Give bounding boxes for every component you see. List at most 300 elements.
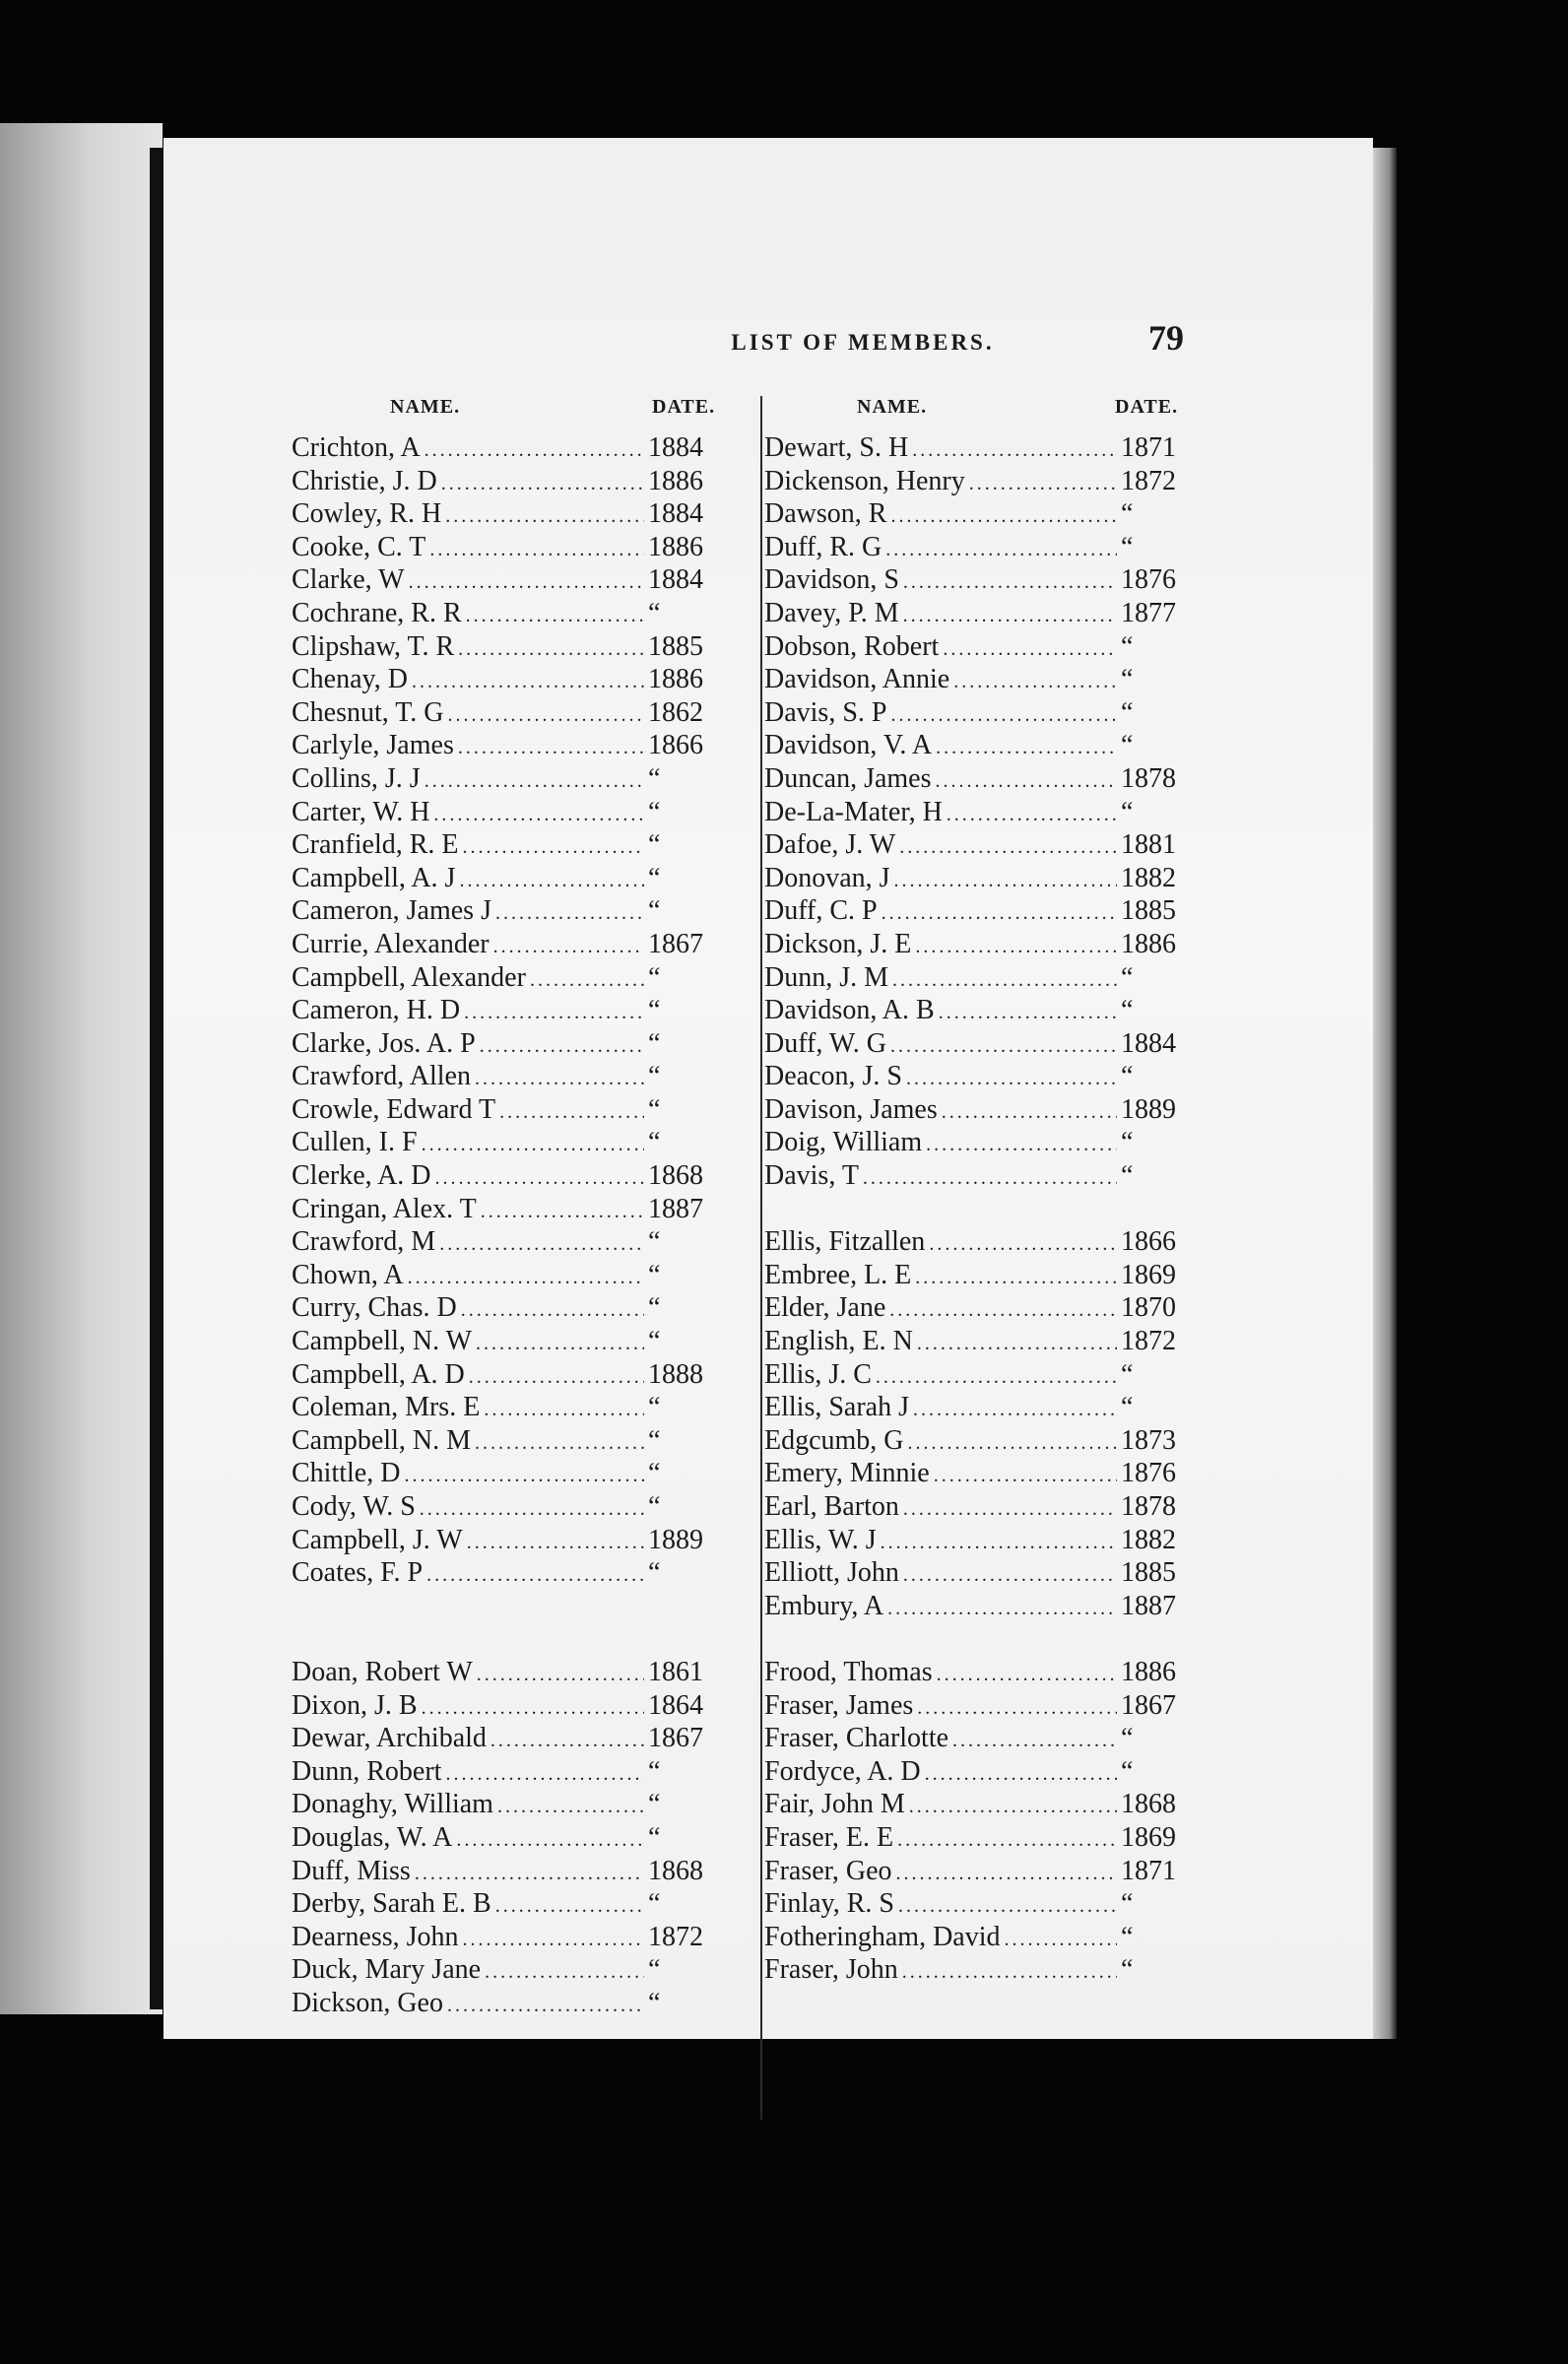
member-date: 1884 [1121, 1027, 1176, 1059]
member-name: Duck, Mary Jane [292, 1954, 482, 1986]
dot-leader [425, 434, 644, 468]
member-date: “ [1121, 1358, 1134, 1390]
dot-leader [887, 1593, 1117, 1626]
member-name: Ellis, Sarah J [764, 1392, 909, 1423]
member-row [764, 1656, 1178, 1689]
member-date: “ [1121, 498, 1134, 530]
member-date: 1887 [1121, 1590, 1176, 1621]
dot-leader [475, 1427, 644, 1461]
dot-leader [426, 1559, 644, 1593]
member-row [764, 862, 1178, 895]
member-date: 1867 [1121, 1689, 1176, 1721]
member-row [292, 894, 705, 928]
member-name: Clerke, A. D [292, 1160, 431, 1192]
dot-leader [890, 500, 1117, 534]
member-name: Ellis, W. J [764, 1524, 877, 1555]
member-row [764, 1391, 1178, 1424]
member-name: Dunn, Robert [292, 1755, 442, 1787]
member-date: “ [1121, 696, 1134, 728]
member-date: “ [1121, 1723, 1134, 1754]
member-row [292, 1126, 705, 1159]
member-date: “ [1121, 664, 1134, 695]
member-row [764, 597, 1178, 630]
dot-leader [476, 1328, 644, 1361]
member-row [292, 1457, 705, 1490]
member-name: Campbell, N. M [292, 1424, 471, 1456]
dot-leader [456, 1824, 644, 1858]
member-name: Fordyce, A. D [764, 1755, 921, 1787]
member-date: “ [1121, 1921, 1134, 1952]
dot-leader [894, 865, 1117, 898]
member-row [764, 1953, 1178, 1987]
member-date: “ [648, 1789, 661, 1820]
member-row [292, 1259, 705, 1292]
member-date: “ [1121, 531, 1134, 562]
dot-leader [497, 1791, 644, 1824]
member-name: Doan, Robert W [292, 1656, 473, 1687]
member-date: “ [648, 1424, 661, 1456]
dot-leader [412, 666, 644, 699]
member-date: “ [648, 597, 661, 628]
member-row [764, 1755, 1178, 1789]
member-date: 1871 [1121, 432, 1176, 463]
page-title: LIST OF MEMBERS. [731, 330, 995, 355]
member-date: “ [1121, 1160, 1134, 1192]
member-row [764, 696, 1178, 730]
section-gap [292, 1590, 705, 1623]
dot-leader [439, 1228, 644, 1262]
member-row [764, 563, 1178, 597]
member-row [764, 894, 1178, 928]
dot-leader [925, 1758, 1117, 1792]
left-member-list [292, 431, 705, 2020]
member-date: 1886 [648, 531, 703, 562]
page-number: 79 [1148, 318, 1184, 358]
dot-leader [881, 1527, 1117, 1560]
member-date: 1868 [648, 1855, 703, 1886]
dot-leader [445, 500, 644, 534]
member-row [764, 1855, 1178, 1888]
member-name: Doig, William [764, 1127, 923, 1158]
section-gap [764, 1622, 1178, 1656]
member-name: Ellis, Fitzallen [764, 1226, 926, 1258]
member-name: Finlay, R. S [764, 1888, 894, 1920]
member-row [292, 1656, 705, 1689]
member-date: “ [648, 1027, 661, 1059]
member-row [292, 1159, 705, 1193]
page-stack-edge [1373, 148, 1397, 2039]
member-name: Emery, Minnie [764, 1458, 930, 1489]
member-row [764, 1524, 1178, 1557]
dot-leader [896, 1858, 1118, 1891]
member-name: Campbell, A. D [292, 1358, 465, 1390]
member-row [292, 928, 705, 961]
member-date: “ [648, 796, 661, 827]
member-row [292, 729, 705, 762]
member-name: Duff, W. G [764, 1027, 886, 1059]
member-row [764, 630, 1178, 664]
member-name: Crawford, Allen [292, 1061, 471, 1092]
member-name: De-La-Mater, H [764, 796, 943, 827]
dot-leader [942, 1096, 1117, 1130]
member-date: 1871 [1121, 1855, 1176, 1886]
member-date: 1881 [1121, 829, 1176, 861]
member-name: Dafoe, J. W [764, 829, 896, 861]
dot-leader [917, 1692, 1117, 1726]
dot-leader [459, 865, 644, 898]
member-date: 1886 [1121, 1656, 1176, 1687]
dot-leader [898, 1890, 1117, 1924]
member-name: Cooke, C. T [292, 531, 426, 562]
dot-leader [890, 699, 1117, 733]
dot-leader [903, 566, 1117, 600]
member-date: “ [648, 829, 661, 861]
member-date: “ [1121, 1061, 1134, 1092]
member-date: “ [648, 862, 661, 893]
member-name: Donovan, J [764, 862, 890, 893]
dot-leader [897, 1824, 1117, 1858]
member-row [292, 1755, 705, 1789]
member-row [764, 1027, 1178, 1061]
member-date: 1862 [648, 696, 703, 728]
member-row [764, 994, 1178, 1027]
dot-leader [908, 1427, 1117, 1461]
dot-leader [934, 1460, 1117, 1493]
member-row [292, 1193, 705, 1226]
dot-leader [953, 666, 1117, 699]
dot-leader [917, 1328, 1117, 1361]
member-row [292, 1424, 705, 1458]
dot-leader [429, 534, 644, 567]
dot-leader [929, 1228, 1117, 1262]
dot-leader [458, 732, 644, 765]
member-row [292, 1291, 705, 1325]
dot-leader [481, 1196, 644, 1229]
member-row [292, 961, 705, 995]
member-name: Davey, P. M [764, 597, 899, 628]
dot-leader [415, 1858, 644, 1891]
dot-leader [463, 1924, 644, 1957]
member-row [292, 531, 705, 564]
dot-leader [422, 1692, 644, 1726]
member-date: “ [648, 1392, 661, 1423]
member-name: Fraser, Geo [764, 1855, 892, 1886]
member-name: Clipshaw, T. R [292, 630, 455, 662]
member-date: 1882 [1121, 1524, 1176, 1555]
member-date: “ [648, 1491, 661, 1522]
dot-leader [530, 964, 644, 998]
member-row [292, 762, 705, 796]
right-name-header: NAME. [857, 396, 928, 418]
member-date: 1885 [1121, 1557, 1176, 1589]
member-name: Cameron, James J [292, 895, 491, 927]
member-name: Elliott, John [764, 1557, 899, 1589]
member-name: Duff, C. P [764, 895, 878, 927]
dot-leader [484, 1394, 644, 1427]
member-name: Fraser, James [764, 1689, 914, 1721]
member-date: 1886 [648, 465, 703, 496]
member-row [292, 597, 705, 630]
member-date: “ [648, 1821, 661, 1853]
member-name: Chesnut, T. G [292, 696, 444, 728]
member-name: Cody, W. S [292, 1491, 416, 1522]
dot-leader [447, 1990, 644, 2023]
member-row [292, 1722, 705, 1755]
member-date: “ [648, 1755, 661, 1787]
dot-leader [892, 964, 1117, 998]
member-row [292, 630, 705, 664]
member-row [764, 1325, 1178, 1358]
member-row [292, 1027, 705, 1061]
dot-leader [485, 1956, 644, 1990]
member-row [292, 1225, 705, 1259]
member-row [292, 497, 705, 531]
right-date-header: DATE. [1115, 396, 1179, 418]
member-row [292, 1325, 705, 1358]
member-row [764, 663, 1178, 696]
member-date: 1884 [648, 498, 703, 530]
member-date: “ [648, 1259, 661, 1290]
dot-leader [464, 997, 644, 1030]
dot-leader [885, 534, 1117, 567]
member-date: “ [1121, 1954, 1134, 1986]
member-date: 1885 [1121, 895, 1176, 927]
member-date: 1889 [648, 1524, 703, 1555]
member-row [292, 1921, 705, 1954]
member-name: Edgcumb, G [764, 1424, 904, 1456]
member-date: “ [1121, 730, 1134, 761]
member-date: 1889 [1121, 1093, 1176, 1125]
member-date: “ [1121, 1755, 1134, 1787]
member-date: 1877 [1121, 597, 1176, 628]
member-date: “ [648, 895, 661, 927]
member-row [764, 1259, 1178, 1292]
dot-leader [943, 633, 1117, 667]
member-row [292, 1093, 705, 1127]
member-date: 1885 [648, 630, 703, 662]
member-row [292, 828, 705, 862]
dot-leader [466, 600, 644, 633]
member-date: 1864 [648, 1689, 703, 1721]
member-row [292, 1490, 705, 1524]
member-row [292, 563, 705, 597]
member-name: Davidson, Annie [764, 664, 950, 695]
dot-leader [876, 1361, 1117, 1395]
member-date: “ [648, 762, 661, 794]
member-row [764, 828, 1178, 862]
member-row [764, 1689, 1178, 1723]
dot-leader [480, 1030, 644, 1064]
member-date: “ [648, 1326, 661, 1357]
dot-leader [435, 1162, 644, 1196]
dot-leader [890, 1030, 1117, 1064]
member-date: 1888 [648, 1358, 703, 1390]
member-name: Clarke, Jos. A. P [292, 1027, 476, 1059]
section-gap [764, 1193, 1178, 1226]
dot-leader [863, 1162, 1117, 1196]
member-date: “ [648, 1093, 661, 1125]
member-date: “ [648, 1987, 661, 2018]
member-row [292, 1556, 705, 1590]
member-name: Dewart, S. H [764, 432, 909, 463]
member-name: Cowley, R. H [292, 498, 442, 530]
member-row [292, 994, 705, 1027]
member-date: “ [648, 995, 661, 1026]
member-name: Douglas, W. A [292, 1821, 453, 1853]
dot-leader [490, 1725, 644, 1758]
dot-leader [969, 468, 1117, 501]
member-date: “ [648, 1292, 661, 1324]
member-name: Carter, W. H [292, 796, 430, 827]
member-name: Davis, T [764, 1160, 859, 1192]
member-date: 1872 [648, 1921, 703, 1952]
member-name: Davison, James [764, 1093, 938, 1125]
member-name: Duncan, James [764, 762, 932, 794]
dot-leader [937, 1659, 1117, 1692]
member-name: Cullen, I. F [292, 1127, 418, 1158]
member-row [764, 1788, 1178, 1821]
dot-leader [469, 1361, 644, 1395]
dot-leader [936, 732, 1117, 765]
dot-leader [458, 633, 644, 667]
member-name: Fair, John M [764, 1789, 905, 1820]
member-name: Coleman, Mrs. E [292, 1392, 481, 1423]
member-row [764, 1159, 1178, 1193]
member-name: Cranfield, R. E [292, 829, 459, 861]
member-row [764, 1126, 1178, 1159]
section-gap [292, 1622, 705, 1656]
dot-leader [926, 1129, 1117, 1162]
member-name: Embree, L. E [764, 1259, 912, 1290]
member-row [764, 1358, 1178, 1392]
dot-leader [912, 434, 1117, 468]
member-date: 1884 [648, 432, 703, 463]
member-row [764, 1921, 1178, 1954]
member-row [292, 1987, 705, 2020]
dot-leader [903, 1493, 1117, 1527]
member-name: Crawford, M [292, 1226, 436, 1258]
member-date: “ [648, 1061, 661, 1092]
book-page [163, 138, 1373, 2039]
member-name: Chittle, D [292, 1458, 401, 1489]
member-name: Dobson, Robert [764, 630, 940, 662]
dot-leader [420, 1493, 644, 1527]
member-date: 1867 [648, 928, 703, 959]
member-name: Dixon, J. B [292, 1689, 418, 1721]
dot-leader [475, 1063, 644, 1096]
dot-leader [445, 1758, 644, 1792]
dot-leader [477, 1659, 644, 1692]
member-date: 1884 [648, 564, 703, 596]
member-row [764, 961, 1178, 995]
member-date: “ [648, 1458, 661, 1489]
dot-leader [902, 1956, 1117, 1990]
member-row [764, 1821, 1178, 1855]
member-name: Campbell, J. W [292, 1524, 463, 1555]
member-date: “ [648, 1557, 661, 1589]
member-date: 1868 [1121, 1789, 1176, 1820]
dot-leader [425, 765, 644, 799]
member-name: Coates, F. P [292, 1557, 424, 1589]
member-date: 1872 [1121, 465, 1176, 496]
member-name: Embury, A [764, 1590, 884, 1621]
member-date: 1876 [1121, 1458, 1176, 1489]
dot-leader [915, 931, 1117, 964]
member-row [292, 1689, 705, 1723]
dot-leader [441, 468, 644, 501]
member-name: Fraser, E. E [764, 1821, 894, 1853]
dot-leader [408, 1262, 644, 1295]
member-name: Earl, Barton [764, 1491, 899, 1522]
member-row [764, 1887, 1178, 1921]
member-date: 1866 [1121, 1226, 1176, 1258]
member-row [764, 1590, 1178, 1623]
right-member-list [764, 431, 1178, 1987]
dot-leader [495, 897, 644, 931]
member-row [292, 696, 705, 730]
member-name: Deacon, J. S [764, 1061, 902, 1092]
member-row [764, 1722, 1178, 1755]
member-date: 1886 [1121, 928, 1176, 959]
dot-leader [1005, 1924, 1117, 1957]
facing-page-edge [0, 123, 163, 2014]
member-date: 1869 [1121, 1821, 1176, 1853]
member-date: 1886 [648, 664, 703, 695]
member-name: Dewar, Archibald [292, 1723, 487, 1754]
dot-leader [448, 699, 644, 733]
member-name: Campbell, A. J [292, 862, 456, 893]
member-row [292, 1855, 705, 1888]
member-row [764, 531, 1178, 564]
member-date: 1866 [648, 730, 703, 761]
dot-leader [915, 1262, 1117, 1295]
dot-leader [882, 897, 1117, 931]
member-name: Dunn, J. M [764, 961, 889, 993]
member-name: Crowle, Edward T [292, 1093, 496, 1125]
member-row [764, 1424, 1178, 1458]
member-name: Dearness, John [292, 1921, 459, 1952]
dot-leader [493, 931, 644, 964]
member-name: Derby, Sarah E. B [292, 1888, 491, 1920]
member-date: “ [1121, 1888, 1134, 1920]
dot-leader [433, 799, 644, 832]
member-name: Duff, Miss [292, 1855, 411, 1886]
dot-leader [495, 1890, 644, 1924]
member-name: Ellis, J. C [764, 1358, 872, 1390]
member-row [292, 862, 705, 895]
member-name: Davidson, S [764, 564, 899, 596]
member-row [292, 663, 705, 696]
member-row [764, 465, 1178, 498]
book-spine [150, 148, 163, 2009]
left-date-header: DATE. [652, 396, 716, 418]
member-row [764, 1093, 1178, 1127]
dot-leader [903, 1559, 1117, 1593]
member-name: Collins, J. J [292, 762, 421, 794]
member-row [292, 1358, 705, 1392]
member-name: Chown, A [292, 1259, 404, 1290]
member-date: 1873 [1121, 1424, 1176, 1456]
member-name: Fotheringham, David [764, 1921, 1001, 1952]
member-name: Dickenson, Henry [764, 465, 965, 496]
member-date: “ [1121, 630, 1134, 662]
member-name: Elder, Jane [764, 1292, 886, 1324]
member-name: Clarke, W [292, 564, 405, 596]
member-name: Chenay, D [292, 664, 408, 695]
member-row [764, 1225, 1178, 1259]
member-date: 1872 [1121, 1326, 1176, 1357]
member-date: “ [1121, 1392, 1134, 1423]
